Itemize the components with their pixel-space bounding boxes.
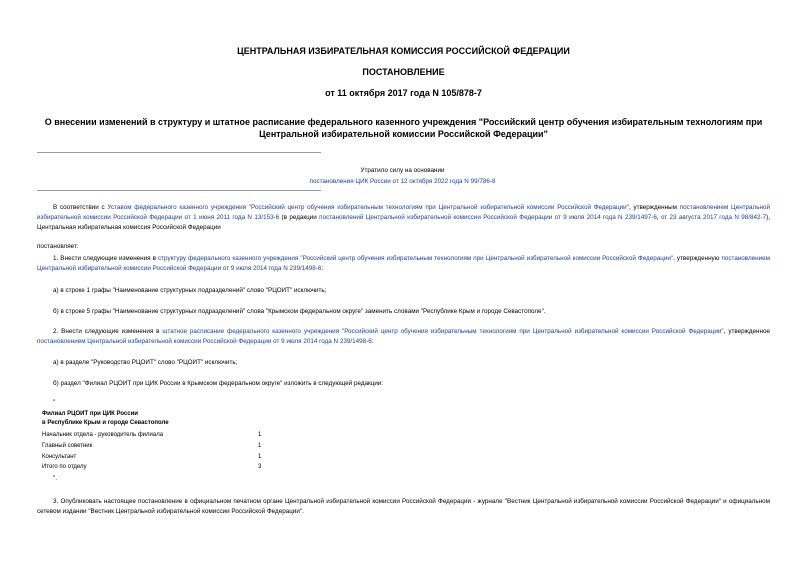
status-note-link[interactable]: постановления ЦИК России от 12 октября 2022 года N 99/786-8 xyxy=(309,178,496,185)
structure-resolution-link[interactable]: постановлением Центральной избирательной комиссии Российской Федерации от 9 июля 2014 года N 239/1498-6 xyxy=(37,255,771,272)
text-span: В соответствии с xyxy=(53,204,108,211)
table-row xyxy=(42,463,282,472)
text-span: (в редакции xyxy=(279,214,320,221)
doc-title-line-2: Центральной избирательной комиссии Российской Федерации" xyxy=(259,129,548,139)
table-cell-name: Консультант xyxy=(42,454,77,460)
charter-link[interactable]: Уставом федерального казенного учреждения "Российский центр обучения избирательным технологиям при Центральной избирательной комиссии Российской Федерации" xyxy=(107,204,629,211)
paragraph-item-3: 3. Опубликовать настоящее постановление в официальном печатном органе Центральной избирательной комиссии Российской Федерации - журнале "Вестник Центральной избирательной комиссии Российской Федерации" и официальном сетевом издании "Вестник Центральной избирательной комиссии Российской Федерации". xyxy=(37,498,770,515)
paragraph-item-2b: б) раздел "Филиал РЦОИТ при ЦИК России в Крымском федеральном округе" изложить в следующей редакции: xyxy=(53,380,384,387)
paragraph-item-1a: а) в строке 1 графы "Наименование структурных подразделений" слово "РЦОИТ" исключить; xyxy=(53,287,327,294)
quote-close: ". xyxy=(53,475,57,482)
paragraph-preamble xyxy=(37,203,770,233)
table-cell-name: Главный советник xyxy=(42,443,93,449)
doc-date: от 11 октября 2017 года N 105/878-7 xyxy=(325,88,482,98)
table-heading xyxy=(42,410,169,428)
paragraph-item-1b: б) в строке 5 графы "Наименование структурных подразделений" слова "Крымском федеральном округе" заменить словами "Республике Крым и городе Севастополе". xyxy=(53,308,546,315)
org-name: ЦЕНТРАЛЬНАЯ ИЗБИРАТЕЛЬНАЯ КОМИССИЯ РОССИЙСКОЙ ФЕДЕРАЦИИ xyxy=(237,46,570,56)
table-cell-value: 1 xyxy=(258,432,262,438)
text-span: : xyxy=(371,338,374,345)
divider-bottom xyxy=(37,190,321,191)
text-span: 1. Внести следующие изменения в xyxy=(53,255,158,262)
resolution-2011-link[interactable]: постановлением Центральной избирательной комиссии Российской Федерации от 1 июня 2011 года N 13/153-6 xyxy=(37,204,771,221)
doc-title xyxy=(0,116,807,140)
status-note xyxy=(300,165,505,187)
divider-top xyxy=(37,152,321,153)
table-heading-line-1: Филиал РЦОИТ при ЦИК России xyxy=(42,411,138,417)
staff-resolution-link[interactable]: постановлением Центральной избирательной комиссии Российской Федерации от 9 июля 2014 года N 239/1498-6 xyxy=(37,338,372,345)
table-heading-line-2: в Республике Крым и городе Севастополе xyxy=(42,420,169,426)
text-span: , утвержденную xyxy=(673,255,722,262)
resolution-2014-link[interactable]: постановлений Центральной избирательной комиссии Российской Федерации от 9 июля 2014 года N 239/1497-6 xyxy=(319,214,657,221)
text-span: , утвержденным xyxy=(628,204,680,211)
doc-type: ПОСТАНОВЛЕНИЕ xyxy=(362,67,445,77)
text-span: , утвержденное xyxy=(723,328,770,335)
table-row xyxy=(42,442,282,451)
table-cell-value: 3 xyxy=(258,464,262,470)
paragraph-item-1 xyxy=(37,254,770,274)
resolves-text: постановляет: xyxy=(37,243,79,250)
table-cell-name: Итого по отделу xyxy=(42,464,87,470)
table-cell-value: 1 xyxy=(258,454,262,460)
text-span: , xyxy=(656,214,661,221)
table-cell-name: Начальник отдела - руководитель филиала xyxy=(42,432,164,438)
resolution-2017-link[interactable]: от 23 августа 2017 года N 98/842-7 xyxy=(660,214,767,221)
text-span: ), Центральная избирательная комиссия Российской Федерации xyxy=(37,214,770,231)
text-span: : xyxy=(321,265,324,272)
doc-title-line-1: О внесении изменений в структуру и штатное расписание федерального казенного учреждения "Российский центр обучения избирательным технологиям при xyxy=(44,117,763,127)
paragraph-item-2a: а) в разделе "Руководство РЦОИТ" слово "РЦОИТ" исключить; xyxy=(53,359,238,366)
text-span: 2. Внести следующие изменения в xyxy=(53,328,163,335)
paragraph-item-2 xyxy=(37,327,770,347)
table-row xyxy=(42,431,282,440)
structure-link[interactable]: структуру федерального казенного учреждения "Российский центр обучения избирательным технологиям при Центральной избирательной комиссии Российской Федерации" xyxy=(157,255,674,262)
status-note-text: Утратило силу на основании xyxy=(360,167,445,174)
table-cell-value: 1 xyxy=(258,443,262,449)
staff-schedule-link[interactable]: штатное расписание федерального казенного учреждения "Российский центр обучения избирательным технологиям при Центральной избирательной комиссии Российской Федерации" xyxy=(162,328,724,335)
table-row xyxy=(42,453,282,462)
quote-open: " xyxy=(53,399,56,406)
